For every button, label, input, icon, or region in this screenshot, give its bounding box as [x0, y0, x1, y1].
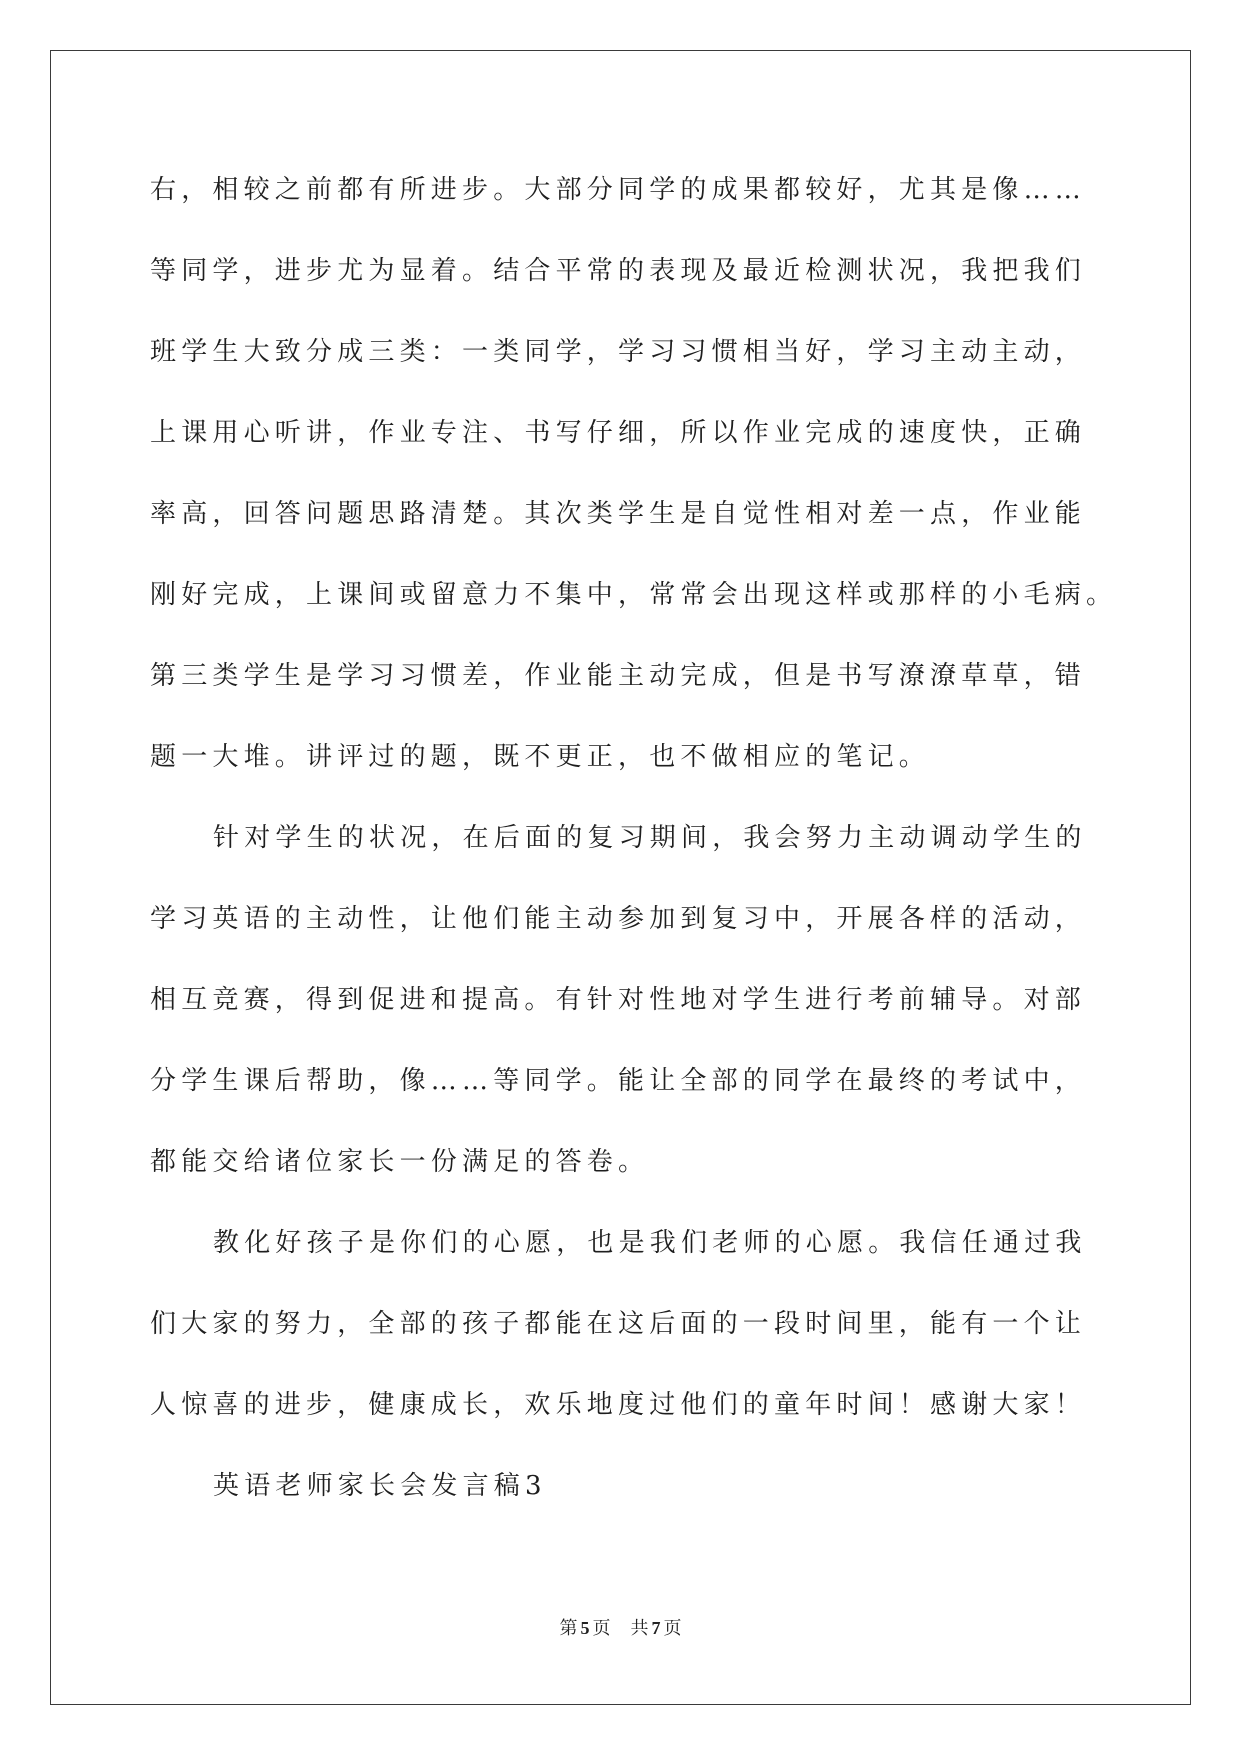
- section-heading: [150, 1446, 1150, 1527]
- text-line: 学习英语的主动性，让他们能主动参加到复习中，开展各样的活动，: [150, 904, 1087, 934]
- text-line: 针对学生的状况，在后面的复习期间，我会努力主动调动学生的: [213, 823, 1087, 853]
- text-line: 相互竞赛，得到促进和提高。有针对性地对学生进行考前辅导。对部: [150, 985, 1087, 1015]
- page-suffix: 页: [592, 1618, 611, 1639]
- text-line: 上课用心听讲，作业专注、书写仔细，所以作业完成的速度快，正确: [150, 418, 1087, 448]
- total-suffix: 页: [663, 1618, 682, 1639]
- text-line: 分学生课后帮助，像……等同学。能让全部的同学在最终的考试中，: [150, 1066, 1087, 1096]
- text-line: 人惊喜的进步，健康成长，欢乐地度过他们的童年时间！感谢大家！: [150, 1390, 1087, 1420]
- text-line: 班学生大致分成三类：一类同学，学习习惯相当好，学习主动主动，: [150, 337, 1087, 367]
- text-line: 右，相较之前都有所进步。大部分同学的成果都较好，尤其是像……: [150, 175, 1087, 205]
- total-prefix: 共: [630, 1618, 649, 1639]
- text-line: 英语老师家长会发言稿3: [213, 1471, 547, 1501]
- document-body: [150, 150, 1150, 1527]
- text-line: 刚好完成，上课间或留意力不集中，常常会出现这样或那样的小毛病。: [150, 580, 1118, 610]
- page-footer: [0, 1614, 1241, 1643]
- text-line: 教化好孩子是你们的心愿，也是我们老师的心愿。我信任通过我: [213, 1228, 1087, 1258]
- total-page-number: 7: [651, 1618, 661, 1638]
- paragraph: [150, 1203, 1150, 1446]
- current-page-number: 5: [580, 1618, 590, 1638]
- text-line: 题一大堆。讲评过的题，既不更正，也不做相应的笔记。: [150, 742, 931, 772]
- page-number: [560, 1618, 611, 1639]
- text-line: 率高，回答问题思路清楚。其次类学生是自觉性相对差一点，作业能: [150, 499, 1087, 529]
- text-line: 等同学，进步尤为显着。结合平常的表现及最近检测状况，我把我们: [150, 256, 1087, 286]
- page-total: [631, 1618, 682, 1639]
- paragraph: [150, 798, 1150, 1203]
- text-line: 们大家的努力，全部的孩子都能在这后面的一段时间里，能有一个让: [150, 1309, 1087, 1339]
- page-prefix: 第: [559, 1618, 578, 1639]
- text-line: 都能交给诸位家长一份满足的答卷。: [150, 1147, 650, 1177]
- paragraph: [150, 150, 1150, 798]
- text-line: 第三类学生是学习习惯差，作业能主动完成，但是书写潦潦草草，错: [150, 661, 1087, 691]
